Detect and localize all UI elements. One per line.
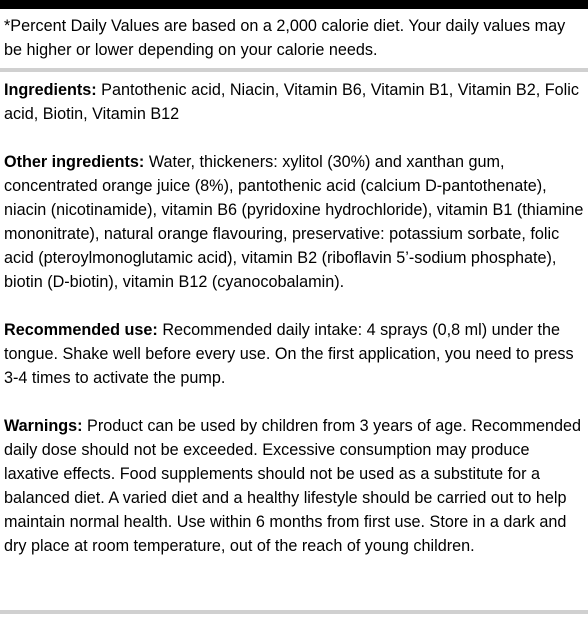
top-thick-rule: [0, 0, 588, 9]
other-ingredients-text: Water, thickeners: xylitol (30%) and xanthan gum, concentrated orange juice (8%), pantothenic acid (calcium D-pantothenate), niacin (nicotinamide), vitamin B6 (pyridoxine hydrochloride), vitamin B1 (thiamine mononitrate), natural orange flavouring, preservative: potassium sorbate, folic acid (pteroylmonoglutamic acid), vitamin B2 (riboflavin 5’-sodium phosphate), biotin (D-biotin), vitamin B12 (cyanocobalamin).: [4, 153, 584, 291]
section-divider: [0, 68, 588, 72]
warnings-text: Product can be used by children from 3 years of age. Recommended daily dose should not be exceeded. Excessive consumption may produce laxative effects. Food supplements should not be used as a substitute for a balanced diet. A varied diet and a healthy lifestyle should be carried out to help maintain normal health. Use within 6 months from first use. Store in a dark and dry place at room temperature, out of the reach of young children.: [4, 417, 582, 555]
warnings-label: Warnings:: [4, 417, 83, 435]
bottom-divider: [0, 610, 588, 614]
other-ingredients-section: [4, 150, 586, 294]
recommended-use-label: Recommended use:: [4, 321, 158, 339]
ingredients-label: Ingredients:: [4, 81, 97, 99]
ingredients-section: [4, 78, 586, 126]
recommended-use-section: [4, 318, 586, 390]
other-ingredients-label: Other ingredients:: [4, 153, 145, 171]
label-details: [4, 78, 586, 558]
warnings-section: [4, 414, 586, 558]
recommended-use-text: Recommended daily intake: 4 sprays (0,8 ml) under the tongue. Shake well before every use. On the first application, you need to press 3-4 times to activate the pump.: [4, 321, 574, 387]
ingredients-text: Pantothenic acid, Niacin, Vitamin B6, Vitamin B1, Vitamin B2, Folic acid, Biotin, Vitamin B12: [4, 81, 579, 123]
daily-value-disclaimer: *Percent Daily Values are based on a 2,000 calorie diet. Your daily values may be higher or lower depending on your calorie needs.: [4, 17, 566, 59]
